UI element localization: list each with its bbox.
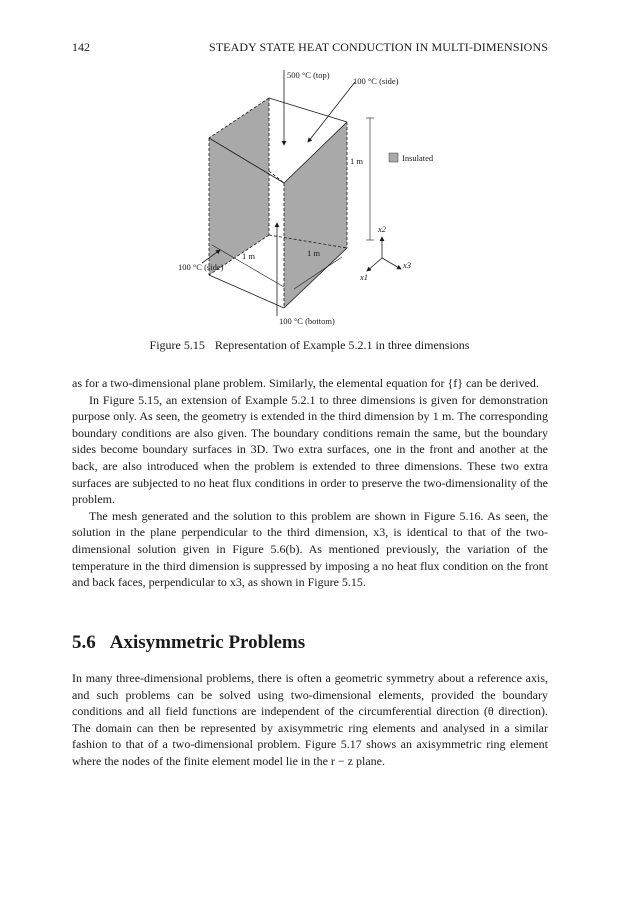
running-title: STEADY STATE HEAT CONDUCTION IN MULTI-DIMENSIONS [208,40,548,54]
figure-5-15 [150,60,450,330]
caption-label: Figure 5.15 [149,338,205,352]
body-text [72,375,548,591]
label-top: 500 °C (top) [287,70,330,80]
page-number: 142 [72,40,90,54]
label-insulated: Insulated [402,153,434,163]
figure-caption [0,338,619,353]
paragraph-3: The mesh generated and the solution to this problem are shown in Figure 5.16. As seen, the solution in the plane perpendicular to the third dimension, x3, is identical to that of the two-dimensional solution given in Figure 5.6(b). As mentioned previously, the variation of the temperature in the third dimension is suppressed by imposing a no heat flux condition on the front and back faces, perpendicular to x3, as shown in Figure 5.15. [72,508,548,590]
axes-triad [367,237,401,271]
cube-diagram [150,60,450,330]
label-axis-x2: x2 [378,224,387,234]
label-side-right: 100 °C (side) [353,76,399,86]
label-axis-x3: x3 [403,260,412,270]
insulated-legend-swatch [389,153,398,162]
label-bottom: 100 °C (bottom) [279,316,335,326]
paragraph-1: as for a two-dimensional plane problem. Similarly, the elemental equation for {f} can be derived. [72,376,539,390]
label-side-left: 100 °C (side) [178,262,224,272]
label-height: 1 m [350,156,363,166]
section-number: 5.6 [72,632,96,653]
page-header [72,40,548,56]
section-paragraph-1: In many three-dimensional problems, there is often a geometric symmetry about a reference axis, and such problems can be solved using two-dimensional elements, provided the boundary conditions and all field functions are independent of the circumferential direction (θ direction). The domain can then be represented by axisymmetric ring elements and analysed in a similar fashion to that of a two-dimensional problem. Figure 5.17 shows an axisymmetric ring element where the nodes of the finite element model lie in the r − z plane. [72,671,548,768]
front-face-insulated [284,122,347,308]
section-title: Axisymmetric Problems [109,632,306,653]
caption-text: Representation of Example 5.2.1 in three dimensions [214,338,470,352]
section-heading [72,632,305,654]
paragraph-2: In Figure 5.15, an extension of Example 5.2.1 to three dimensions is given for demonstration purpose only. As seen, the geometry is extended in the third dimension by 1 m. The corresponding boundary conditions are also given. The boundary conditions remain the same, but the boundary sides become boundary surfaces in 3D. Two extra surfaces, one in the front and another at the back, are also introduced when the problem is extended to three dimensions. These two extra surfaces are subjected to no heat flux conditions in order to preserve the two-dimensionality of the problem. [72,392,548,507]
section-body [72,670,548,770]
label-depth: 1 m [307,248,320,258]
label-axis-x1: x1 [360,272,369,282]
label-width: 1 m [242,251,255,261]
